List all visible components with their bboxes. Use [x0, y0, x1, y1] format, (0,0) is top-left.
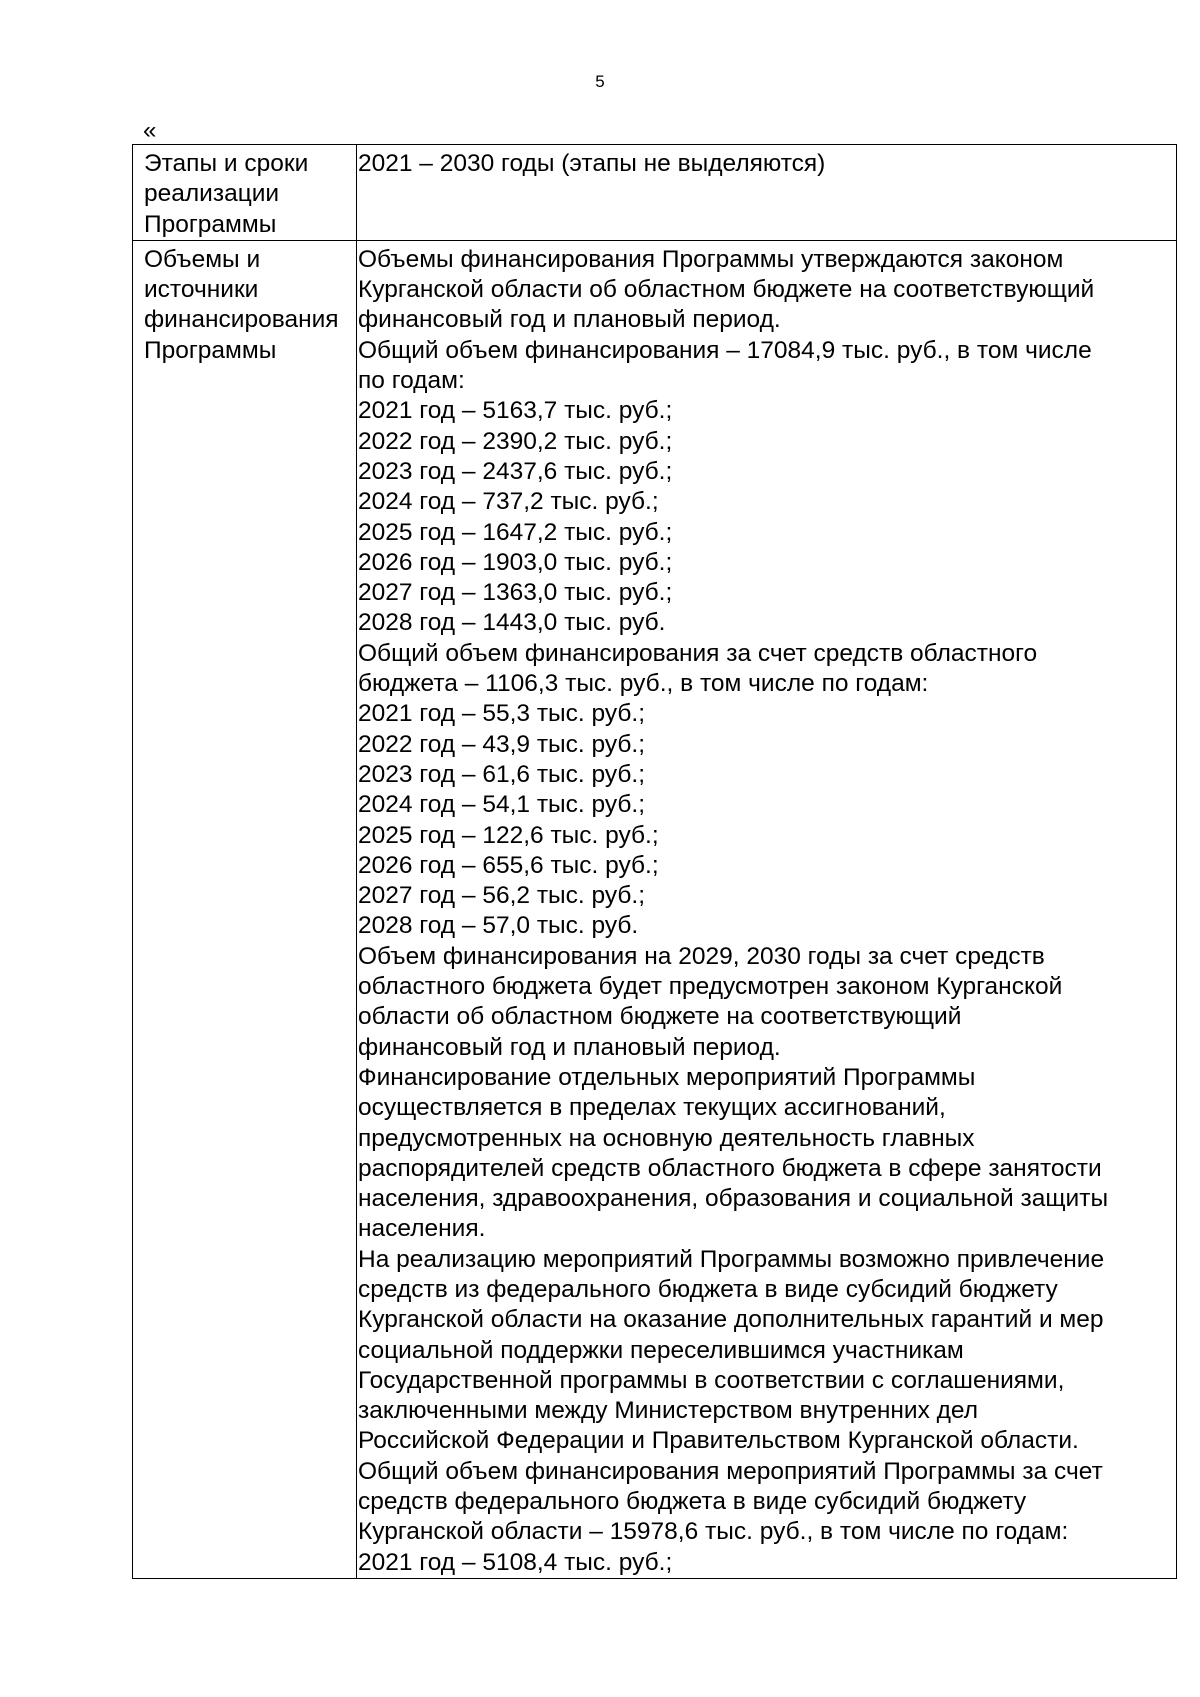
- text-line: Общий объем финансирования – 17084,9 тыс. руб., в том числе: [358, 336, 1092, 364]
- text-line: 2024 год – 737,2 тыс. руб.;: [358, 488, 659, 516]
- text-line: социальной поддержки переселившимся участникам: [358, 1336, 964, 1364]
- text-line: 2028 год – 1443,0 тыс. руб.: [358, 609, 666, 637]
- text-line: распорядителей средств областного бюджета в сфере занятости: [358, 1154, 1102, 1182]
- text-line: 2021 год – 5163,7 тыс. руб.;: [358, 397, 673, 425]
- text-line: Объемы и: [144, 245, 261, 273]
- text-line: финансирования: [144, 306, 339, 334]
- text-line: 2023 год – 61,6 тыс. руб.;: [358, 760, 646, 788]
- text-line: Общий объем финансирования за счет средств областного: [358, 639, 1038, 667]
- text-line: средств из федерального бюджета в виде субсидий бюджету: [358, 1275, 1058, 1303]
- text-line: 2026 год – 1903,0 тыс. руб.;: [358, 548, 673, 576]
- text-line: предусмотренных на основную деятельность главных: [358, 1124, 975, 1152]
- text-line: Программы: [144, 336, 277, 364]
- text-line: Государственной программы в соответствии с соглашениями,: [358, 1366, 1065, 1394]
- page-number: 5: [595, 72, 605, 91]
- text-line: Курганской области на оказание дополнительных гарантий и мер: [358, 1306, 1104, 1334]
- text-line: реализации: [144, 180, 280, 208]
- table-row-funding-volumes-and-sources: [133, 240, 1177, 1578]
- text-line: средств федерального бюджета в виде субсидий бюджету: [358, 1488, 1027, 1516]
- text-line: осуществляется в пределах текущих ассигнований,: [358, 1094, 946, 1122]
- text-line: Курганской области об областном бюджете на соответствующий: [358, 276, 1095, 304]
- text-line: Финансирование отдельных мероприятий Программы: [358, 1063, 976, 1091]
- text-line: 2022 год – 43,9 тыс. руб.;: [358, 730, 646, 758]
- text-line: 2021 год – 5108,4 тыс. руб.;: [358, 1548, 673, 1576]
- opening-quote-mark: «: [143, 117, 157, 144]
- text-line: Этапы и сроки: [144, 150, 309, 177]
- text-line: 2025 год – 1647,2 тыс. руб.;: [358, 518, 673, 546]
- text-line: источники: [144, 276, 259, 304]
- table-row-stages-and-terms: [133, 145, 1177, 241]
- text-line: бюджета – 1106,3 тыс. руб., в том числе по годам:: [358, 670, 929, 698]
- row-label-cell: [133, 240, 357, 1578]
- text-line: Курганской области – 15978,6 тыс. руб., в том числе по годам:: [358, 1518, 1069, 1546]
- text-line: На реализацию мероприятий Программы возможно привлечение: [358, 1245, 1105, 1273]
- text-line: Общий объем финансирования мероприятий Программы за счет: [358, 1457, 1103, 1485]
- text-line: населения.: [358, 1215, 486, 1243]
- text-line: 2028 год – 57,0 тыс. руб.: [358, 912, 639, 940]
- text-line: 2027 год – 1363,0 тыс. руб.;: [358, 579, 673, 607]
- text-line: Программы: [144, 210, 277, 238]
- text-line: заключенными между Министерством внутренних дел: [358, 1397, 979, 1425]
- text-line: финансовый год и плановый период.: [358, 306, 781, 334]
- program-passport-table: [132, 144, 1177, 1579]
- text-line: областного бюджета будет предусмотрен законом Курганской: [358, 973, 1063, 1001]
- text-line: финансовый год и плановый период.: [358, 1033, 781, 1061]
- text-line: области об областном бюджете на соответствующий: [358, 1003, 962, 1031]
- text-line: Объемы финансирования Программы утверждаются законом: [358, 245, 1064, 273]
- text-line: 2027 год – 56,2 тыс. руб.;: [358, 882, 646, 910]
- row-value-cell: [357, 145, 1177, 241]
- text-line: Объем финансирования на 2029, 2030 годы за счет средств: [358, 942, 1045, 970]
- text-line: 2025 год – 122,6 тыс. руб.;: [358, 821, 659, 849]
- text-line: 2022 год – 2390,2 тыс. руб.;: [358, 427, 673, 455]
- text-line: по годам:: [358, 367, 465, 395]
- text-line: Российской Федерации и Правительством Курганской области.: [358, 1427, 1079, 1455]
- row-value-cell: [357, 240, 1177, 1578]
- row-label-cell: [133, 145, 357, 241]
- text-line: 2021 – 2030 годы (этапы не выделяются): [358, 150, 826, 177]
- text-line: 2023 год – 2437,6 тыс. руб.;: [358, 457, 673, 485]
- text-line: 2026 год – 655,6 тыс. руб.;: [358, 851, 659, 879]
- text-line: 2021 год – 55,3 тыс. руб.;: [358, 700, 646, 728]
- text-line: населения, здравоохранения, образования и социальной защиты: [358, 1185, 1109, 1213]
- text-line: 2024 год – 54,1 тыс. руб.;: [358, 791, 646, 819]
